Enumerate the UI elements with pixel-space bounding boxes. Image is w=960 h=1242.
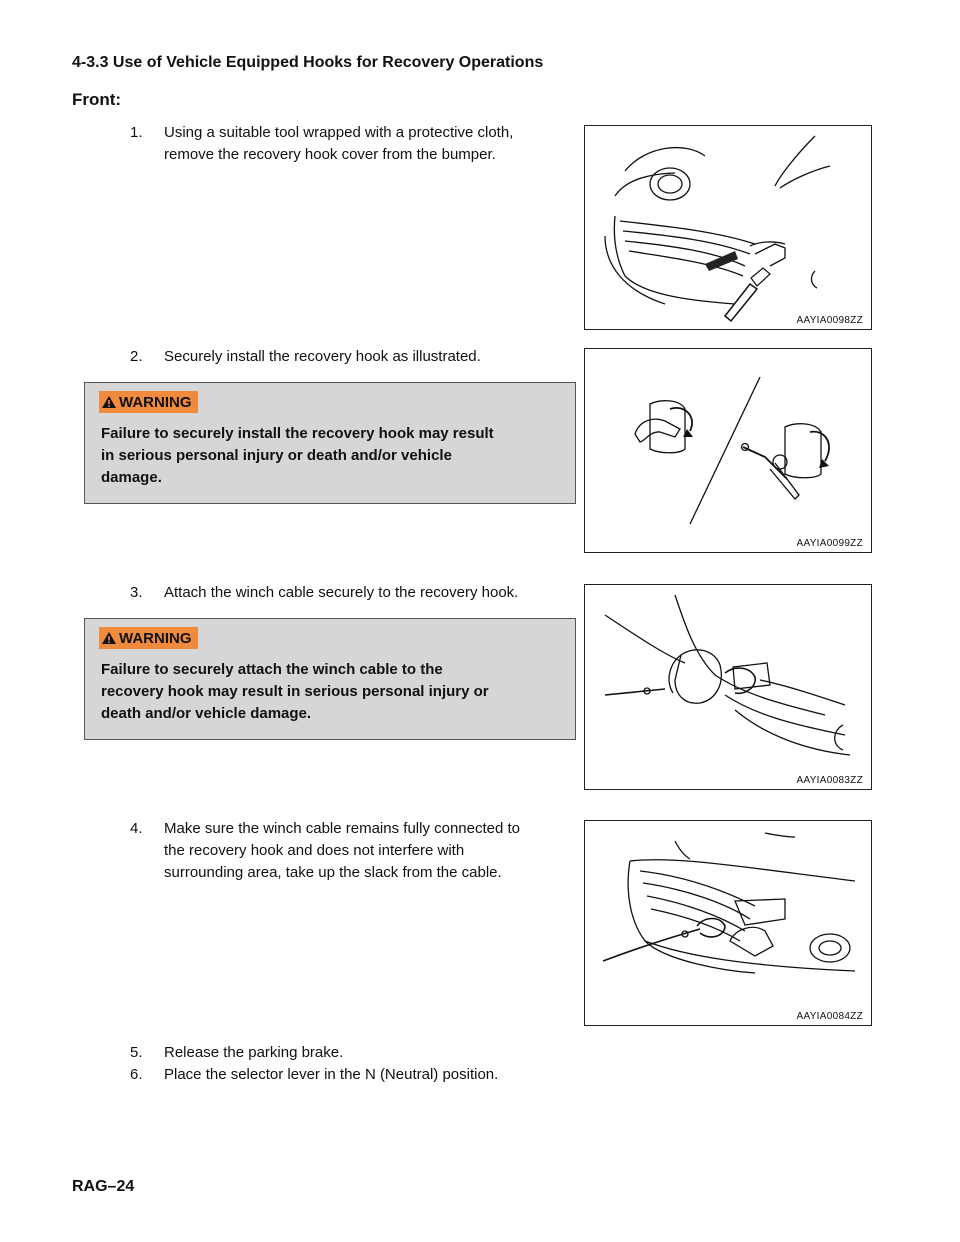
step-text-line: remove the recovery hook cover from the bumper. [164,146,496,163]
step-number: 2. [130,348,143,365]
figure-install-hook [584,348,872,553]
step-3 [130,582,570,604]
figure-attach-winch-cable [584,584,872,790]
step-text-line: the recovery hook and does not interfere with [164,842,465,859]
warning-text-line: Failure to securely install the recovery hook may result [101,425,494,442]
warning-badge [99,627,198,649]
step-text-line: Attach the winch cable securely to the recovery hook. [164,584,519,601]
warning-text-line: death and/or vehicle damage. [101,705,312,722]
figure-take-up-slack [584,820,872,1026]
step-5 [130,1042,570,1064]
step-text-line: Securely install the recovery hook as illustrated. [164,348,481,365]
warning-badge [99,391,198,413]
cable-slack-illustration [585,821,873,1027]
figure-code: AAYIA0084ZZ [796,1011,863,1022]
step-text-line: Release the parking brake. [164,1044,344,1061]
warning-text-line: recovery hook may result in serious personal injury or [101,683,489,700]
step-number: 1. [130,124,143,141]
step-text-line: surrounding area, take up the slack from the cable. [164,864,502,881]
step-number: 4. [130,820,143,837]
figure-remove-hook-cover [584,125,872,330]
bumper-cover-illustration [585,126,873,331]
step-4 [130,818,570,884]
warning-text [101,423,561,489]
warning-text-line: damage. [101,469,162,486]
warning-triangle-icon [101,631,117,645]
step-6 [130,1064,570,1086]
step-text-line: Make sure the winch cable remains fully connected to [164,820,521,837]
figure-code: AAYIA0098ZZ [796,315,863,326]
warning-triangle-icon [101,395,117,409]
figure-code: AAYIA0099ZZ [796,538,863,549]
step-2 [130,346,570,368]
step-text-line: Place the selector lever in the N (Neutral) position. [164,1066,499,1083]
warning-text-line: Failure to securely attach the winch cable to the [101,661,443,678]
warning-label: WARNING [119,393,192,411]
warning-box-install-hook [84,382,576,504]
subheading-front: Front: [72,90,122,109]
step-number: 6. [130,1066,143,1083]
section-title: 4-3.3 Use of Vehicle Equipped Hooks for Recovery Operations [72,54,544,71]
warning-text [101,659,561,725]
step-text-line: Using a suitable tool wrapped with a protective cloth, [164,124,514,141]
warning-text-line: in serious personal injury or death and/or vehicle [101,447,452,464]
step-number: 5. [130,1044,143,1061]
warning-box-attach-cable [84,618,576,740]
page-number: RAG–24 [72,1178,135,1195]
figure-code: AAYIA0083ZZ [796,775,863,786]
step-1 [130,122,570,166]
winch-cable-illustration [585,585,873,791]
warning-label: WARNING [119,629,192,647]
hook-install-illustration [585,349,873,554]
step-number: 3. [130,584,143,601]
